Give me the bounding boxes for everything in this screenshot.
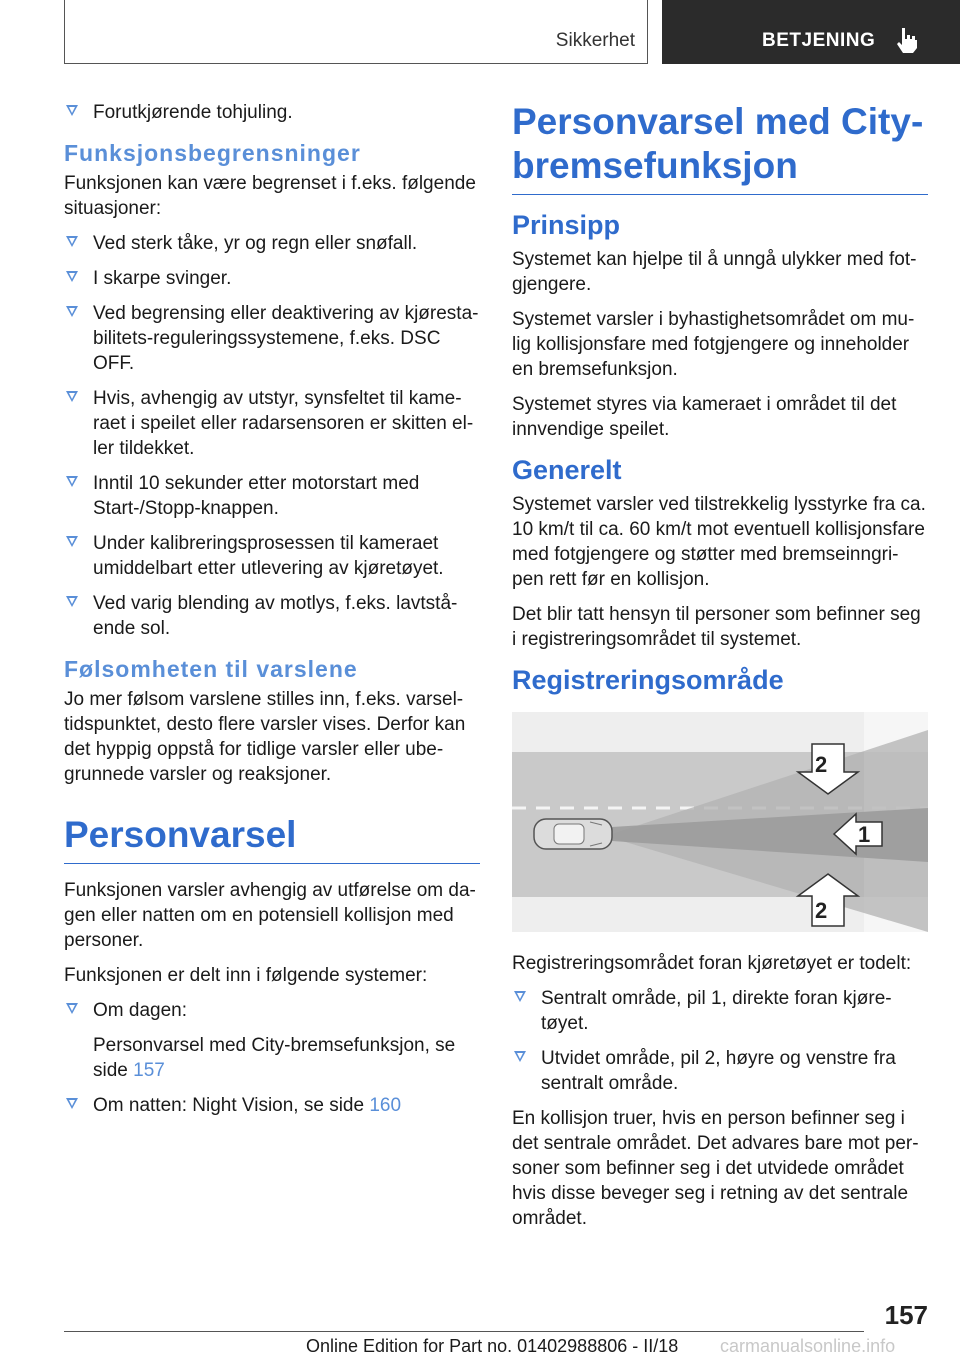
car-icon	[534, 819, 612, 849]
page-link-160[interactable]: 160	[369, 1095, 402, 1116]
general-paragraph-2: Det blir tatt hensyn til personer som befinner seg i registreringsområdet til systemet.	[512, 604, 921, 650]
header-chapter-title: BETJENING	[762, 30, 876, 51]
heading-detection-area: Registreringsområde	[512, 665, 784, 695]
footer-edition: Online Edition for Part no. 01402988806 - II/18	[306, 1336, 679, 1356]
left-column	[64, 100, 480, 1128]
principle-paragraph-1: Systemet kan hjelpe til å unngå ulykker med fot-gjengere.	[512, 249, 917, 295]
hand-pointer-icon	[894, 26, 920, 54]
detection-area-figure	[512, 712, 928, 932]
list-item: Ved sterk tåke, yr og regn eller snøfall.	[64, 231, 480, 256]
person-paragraph-1: Funksjonen varsler avhengig av utførelse om da-gen eller natten om en potensiell kollisjon med personer.	[64, 880, 476, 951]
area-intro: Registreringsområdet foran kjøretøyet er todelt:	[512, 953, 912, 974]
header-section-tab	[64, 0, 648, 64]
list-item: Om natten: Night Vision, se side 160	[64, 1093, 480, 1118]
footer-watermark: carmanualsonline.info	[720, 1336, 896, 1356]
heading-principle: Prinsipp	[512, 210, 621, 240]
heading-city-brake: Personvarsel med City-bremsefunksjon	[512, 100, 928, 195]
principle-paragraph-2: Systemet varsler i byhastighetsområdet om mu-lig kollisjonsfare med fotgjengere og inneholder en bremsefunksjon.	[512, 309, 915, 380]
header-section-title: Sikkerhet	[555, 30, 635, 51]
list-item: Inntil 10 sekunder etter motorstart med Start-/Stopp-knappen.	[64, 471, 480, 521]
heading-limitations: Funksjonsbegrensninger	[64, 140, 361, 166]
list-item: Ved varig blending av motlys, f.eks. lavtstå-ende sol.	[64, 591, 480, 641]
page-number: 157	[884, 1300, 928, 1330]
day-reference: Personvarsel med City-bremsefunksjon, se side 157	[93, 1035, 456, 1081]
list-item: Forutkjørende tohjuling.	[64, 100, 480, 125]
header-chapter-tab	[662, 0, 960, 64]
footer-divider	[64, 1331, 864, 1332]
limitations-intro: Funksjonen kan være begrenset i f.eks. følgende situasjoner:	[64, 173, 476, 219]
list-item: I skarpe svinger.	[64, 266, 480, 291]
list-item: Sentralt område, pil 1, direkte foran kjøre-tøyet.	[512, 986, 928, 1036]
principle-paragraph-3: Systemet styres via kameraet i området til det innvendige speilet.	[512, 394, 897, 440]
list-item: Hvis, avhengig av utstyr, synsfeltet til kame-raet i speilet eller radarsensoren er skitten el-ler tildekket.	[64, 386, 480, 461]
heading-general: Generelt	[512, 455, 622, 485]
arrow-top-label: 2	[815, 752, 828, 777]
arrow-bottom-label: 2	[815, 898, 828, 923]
list-item: Under kalibreringsprosessen til kameraet umiddelbart etter utlevering av kjøretøyet.	[64, 531, 480, 581]
area-outro: En kollisjon truer, hvis en person befinner seg i det sentrale området. Det advares bare mot per-soner som befinner seg i det utvidede området hvis disse beveger seg i retning av det sentrale området.	[512, 1108, 919, 1229]
page-link-157[interactable]: 157	[133, 1060, 165, 1081]
list-item: Utvidet område, pil 2, høyre og venstre fra sentralt område.	[512, 1046, 928, 1096]
sensitivity-text: Jo mer følsom varslene stilles inn, f.eks. varsel-tidspunktet, desto flere varsler vises. Derfor kan det hyppig oppstå for tidlige varsler eller ube-grunnede varsler og reaksjoner.	[64, 689, 466, 785]
heading-sensitivity: Følsomheten til varslene	[64, 656, 358, 682]
heading-personvarsel: Personvarsel	[64, 813, 480, 864]
general-paragraph-1: Systemet varsler ved tilstrekkelig lysstyrke fra ca. 10 km/t til ca. 60 km/t mot eventuell kollisjonsfare med fotgjengere og støtter med bremseinngri-pen rett før en kollisjon.	[512, 494, 926, 590]
list-item: Ved begrensing eller deaktivering av kjøresta-bilitets-reguleringssystemene, f.eks. DSC OFF.	[64, 301, 480, 376]
arrow-center-label: 1	[858, 822, 871, 847]
person-paragraph-2: Funksjonen er delt inn i følgende systemer:	[64, 965, 428, 986]
right-column	[512, 100, 928, 1241]
list-item: Om dagen:	[64, 998, 480, 1023]
